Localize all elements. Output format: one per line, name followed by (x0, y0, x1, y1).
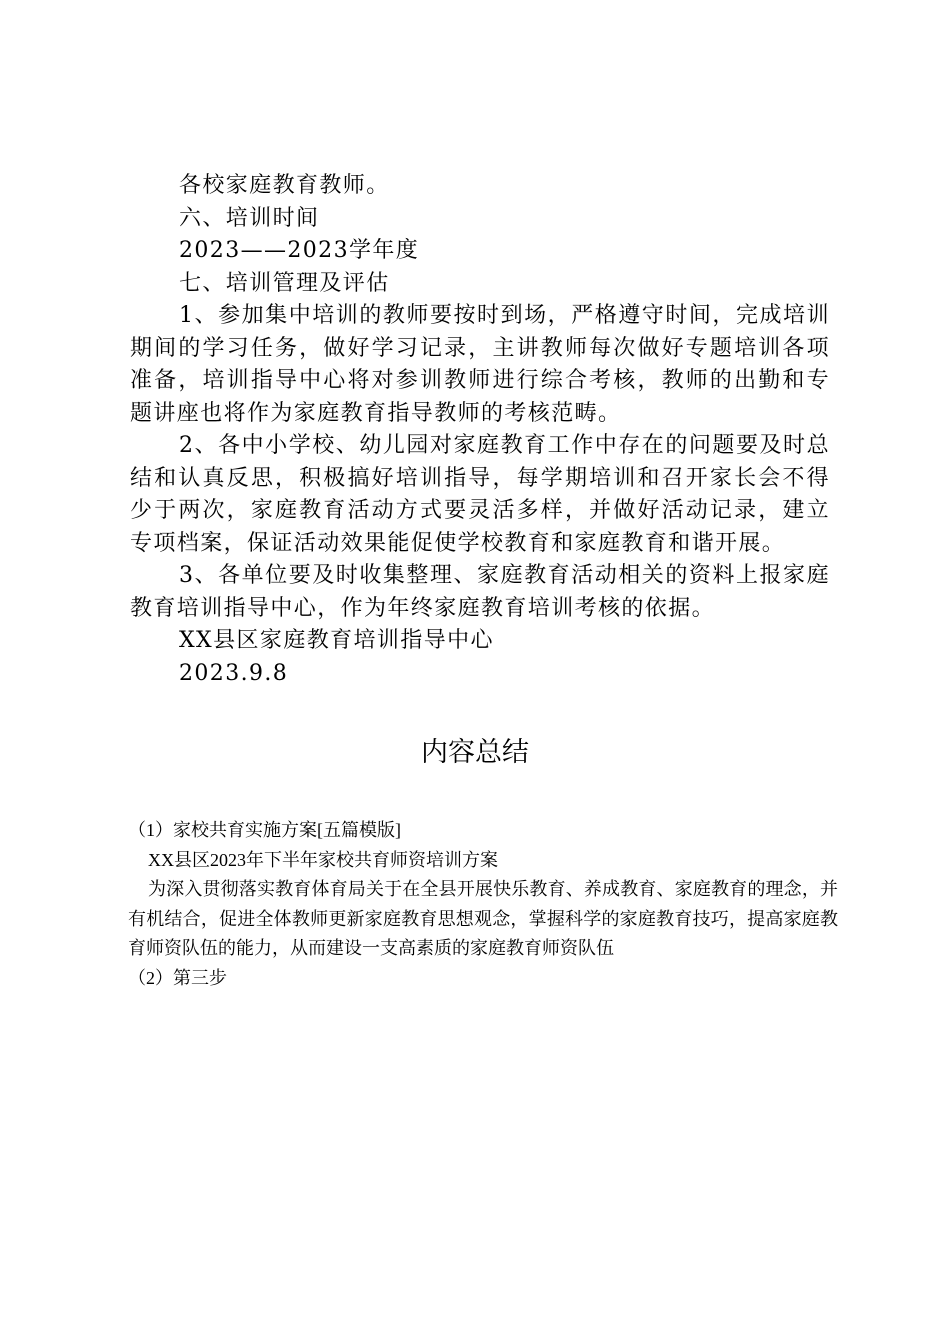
summary-item-1-body: 为深入贯彻落实教育体育局关于在全县开展快乐教育、养成教育、家庭教育的理念，并有机结合，促进全体教师更新家庭教育思想观念，掌握科学的家庭教育技巧，提高家庭教育师资队伍的能力，从而建设一支高素质的家庭教育师资队伍 (128, 879, 838, 959)
signature-organization: XX县区家庭教育培训指导中心 (179, 628, 494, 653)
summary-title: 内容总结 (421, 737, 529, 768)
document-body (130, 170, 830, 690)
paragraph-trainees: 各校家庭教育教师。 (179, 173, 390, 198)
paragraph-item-3: 3、各单位要及时收集整理、家庭教育活动相关的资料上报家庭教育培训指导中心，作为年终家庭教育培训考核的依据。 (130, 563, 830, 621)
signature-date: 2023.9.8 (179, 660, 289, 686)
summary-section (128, 816, 838, 994)
section-heading-training-time: 六、培训时间 (179, 205, 320, 231)
paragraph-item-1: 1、参加集中培训的教师要按时到场，严格遵守时间，完成培训期间的学习任务，做好学习记录，主讲教师每次做好专题培训各项准备，培训指导中心将对参训教师进行综合考核，教师的出勤和专题讲座也将作为家庭教育指导教师的考核范畴。 (130, 303, 830, 426)
section-heading-management: 七、培训管理及评估 (179, 270, 390, 296)
paragraph-item-2: 2、各中小学校、幼儿园对家庭教育工作中存在的问题要及时总结和认真反思，积极搞好培训指导，每学期培训和召开家长会不得少于两次，家庭教育活动方式要灵活多样，并做好活动记录，建立专项档案，保证活动效果能促使学校教育和家庭教育和谐开展。 (130, 433, 830, 556)
summary-item-1-subtitle: XX县区2023年下半年家校共育师资培训方案 (148, 849, 498, 870)
summary-item-1-label: （1）家校共育实施方案[五篇模版] (128, 820, 401, 840)
paragraph-academic-year: 2023——2023学年度 (179, 238, 420, 263)
summary-item-2-label: （2）第三步 (128, 967, 227, 988)
